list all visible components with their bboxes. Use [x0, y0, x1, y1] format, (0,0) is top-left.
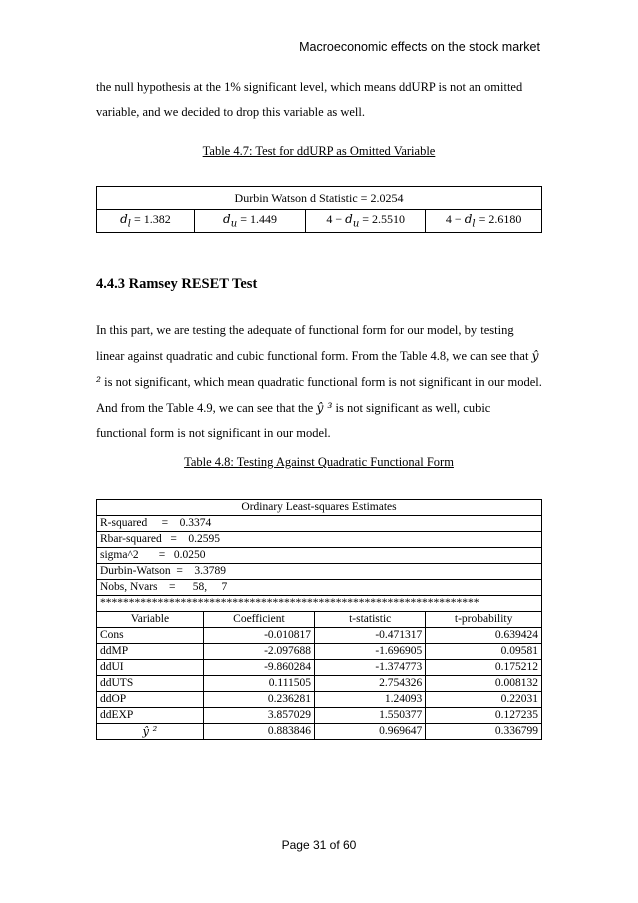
ols-estimates-table: [96, 499, 542, 740]
dw-cell-4-du-pre: 4 −: [326, 212, 346, 227]
dw-cell-4-du-symbol: d: [345, 212, 353, 227]
table-row: [97, 692, 542, 708]
row-t-probability: 0.127235: [426, 708, 542, 724]
durbin-watson-title: Durbin Watson d Statistic = 2.0254: [97, 187, 542, 210]
row-t-probability: 0.09581: [426, 644, 542, 660]
row-variable: ddEXP: [97, 708, 204, 724]
reset-text-2: is not significant, which mean quadratic functional form is not significant in our model. And from the Table 4.9, we can see that the: [96, 375, 542, 415]
row-t-statistic: -0.471317: [315, 628, 426, 644]
row-coefficient: 3.857029: [203, 708, 314, 724]
page-number: Page 31 of 60: [281, 838, 357, 852]
row-coefficient: -2.097688: [203, 644, 314, 660]
row-variable: Cons: [97, 628, 204, 644]
dw-cell-dl-value: = 1.382: [131, 212, 171, 227]
row-coefficient: 0.883846: [203, 724, 314, 740]
yhat-cubed-symbol: ŷ ³: [316, 400, 333, 415]
table-row: [97, 660, 542, 676]
row-variable: ddMP: [97, 644, 204, 660]
table-4-7-caption: [96, 144, 542, 159]
paragraph-reset-test: [96, 318, 542, 446]
row-coefficient: 0.236281: [203, 692, 314, 708]
reset-text-1: In this part, we are testing the adequate of functional form for our model, by testing linear against quadratic and cubic functional form. From the Table 4.8, we can see that: [96, 323, 532, 363]
row-t-probability: 0.336799: [426, 724, 542, 740]
dw-cell-dl: [97, 210, 195, 233]
dw-cell-4-du: [306, 210, 426, 233]
row-t-statistic: 1.24093: [315, 692, 426, 708]
table-4-8-caption: [96, 455, 542, 470]
ols-star-separator: ******************************************************************: [97, 596, 542, 612]
row-t-probability: 0.22031: [426, 692, 542, 708]
row-coefficient: 0.111505: [203, 676, 314, 692]
table-row: [97, 644, 542, 660]
row-t-statistic: 2.754326: [315, 676, 426, 692]
table-4-8-caption-text: Table 4.8: Testing Against Quadratic Functional Form: [184, 455, 454, 469]
table-row: [97, 676, 542, 692]
dw-cell-du-symbol: d: [223, 212, 231, 227]
running-header: Macroeconomic effects on the stock market: [299, 40, 540, 54]
header-variable: Variable: [97, 612, 204, 628]
dw-cell-4-dl-value: = 2.6180: [475, 212, 522, 227]
dw-cell-4-du-value: = 2.5510: [359, 212, 406, 227]
row-variable: ŷ ²: [97, 724, 204, 740]
table-row: [97, 708, 542, 724]
row-t-statistic: -1.696905: [315, 644, 426, 660]
row-t-probability: 0.175212: [426, 660, 542, 676]
dw-cell-du-subscript: u: [230, 218, 238, 230]
row-coefficient: -9.860284: [203, 660, 314, 676]
table-4-7-caption-text: Table 4.7: Test for ddURP as Omitted Variable: [202, 144, 436, 158]
dw-cell-du-value: = 1.449: [237, 212, 277, 227]
table-row: [97, 628, 542, 644]
header-coefficient: Coefficient: [203, 612, 314, 628]
dw-cell-dl-symbol: d: [120, 212, 128, 227]
header-t-statistic: t-statistic: [315, 612, 426, 628]
row-t-statistic: 1.550377: [315, 708, 426, 724]
row-t-statistic: 0.969647: [315, 724, 426, 740]
row-variable: ddOP: [97, 692, 204, 708]
dw-cell-4-dl: [426, 210, 542, 233]
dw-cell-4-dl-symbol: d: [464, 212, 473, 227]
row-variable: ddUI: [97, 660, 204, 676]
durbin-watson-table: [96, 186, 542, 233]
ols-stat-sigma: sigma^2 = 0.0250: [97, 548, 542, 564]
paragraph-null-hypothesis: the null hypothesis at the 1% significant level, which means ddURP is not an omitted variable, and we decided to drop this variable as well.: [96, 80, 523, 119]
reset-text-3: is not significant as well, cubic functional form is not significant in our model.: [96, 401, 491, 440]
row-variable: ddUTS: [97, 676, 204, 692]
dw-cell-4-du-subscript: u: [352, 218, 360, 230]
row-t-probability: 0.008132: [426, 676, 542, 692]
section-heading: 4.4.3 Ramsey RESET Test: [96, 276, 258, 292]
header-t-probability: t-probability: [426, 612, 542, 628]
dw-cell-du: [194, 210, 305, 233]
row-t-probability: 0.639424: [426, 628, 542, 644]
ols-title: Ordinary Least-squares Estimates: [97, 500, 542, 516]
ols-stat-r-squared: R-squared = 0.3374: [97, 516, 542, 532]
ols-stat-durbin-watson: Durbin-Watson = 3.3789: [97, 564, 542, 580]
row-coefficient: -0.010817: [203, 628, 314, 644]
dw-cell-dl-subscript: l: [127, 218, 131, 230]
ols-stat-rbar-squared: Rbar-squared = 0.2595: [97, 532, 542, 548]
yhat-squared-symbol: ŷ ²: [96, 348, 539, 389]
ols-stat-nobs: Nobs, Nvars = 58, 7: [97, 580, 542, 596]
table-row: [97, 724, 542, 740]
dw-cell-4-dl-pre: 4 −: [445, 212, 465, 227]
row-t-statistic: -1.374773: [315, 660, 426, 676]
dw-cell-4-dl-subscript: l: [472, 218, 476, 230]
